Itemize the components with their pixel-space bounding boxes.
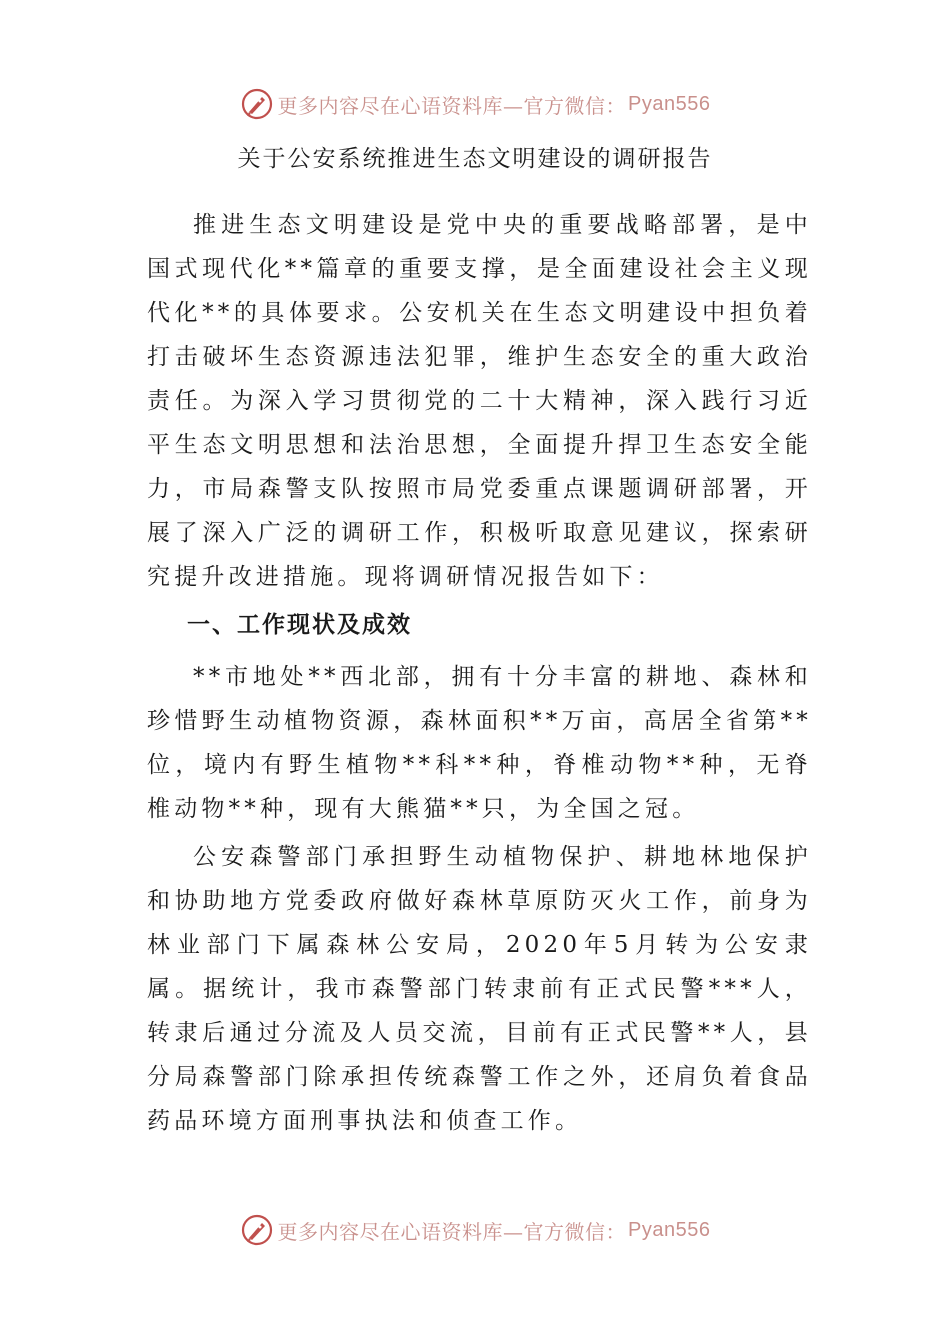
intro-paragraph: 推进生态文明建设是党中央的重要战略部署，是中国式现代化**篇章的重要支撑，是全面建设社会主义现代化**的具体要求。公安机关在生态文明建设中担负着打击破坏生态资源违法犯罪，维护生态安全的重大政治责任。为深入学习贯彻党的二十大精神，深入践行习近平生态文明思想和法治思想，全面提升捍卫生态安全能力，市局森警支队按照市局党委重点课题调研部署，开展了深入广泛的调研工作，积极听取意见建议，探索研究提升改进措施。现将调研情况报告如下： (147, 212, 812, 590)
watermark-text: 更多内容尽在心语资料库—官方微信： (277, 1219, 627, 1244)
section-paragraph: 公安森警部门承担野生动植物保护、耕地林地保护和协助地方党委政府做好森林草原防灭火工作，前身为林业部门下属森林公安局，2020年5月转为公安隶属。据统计，我市森警部门转隶前有正式民警***人，转隶后通过分流及人员交流，目前有正式民警**人，县分局森警部门除承担传统森警工作之外，还肩负着食品药品环境方面刑事执法和侦查工作。 (147, 844, 812, 1134)
section-paragraph: **市地处**西北部，拥有十分丰富的耕地、森林和珍惜野生动植物资源，森林面积**万亩，高居全省第**位，境内有野生植物**科**种，脊椎动物**种，无脊椎动物**种，现有大熊猫**只，为全国之冠。 (147, 664, 812, 822)
watermark-handle: Pyan556 (628, 92, 711, 115)
document-body (147, 203, 812, 1147)
section-heading: 一、工作现状及成效 (187, 612, 412, 638)
watermark-handle: Pyan556 (628, 1218, 711, 1241)
pen-nib-icon (240, 87, 274, 121)
watermark-footer (0, 1208, 950, 1252)
watermark-header (0, 82, 950, 126)
document-title: 关于公安系统推进生态文明建设的调研报告 (237, 146, 713, 172)
watermark-text: 更多内容尽在心语资料库—官方微信： (277, 93, 627, 118)
pen-nib-icon (240, 1213, 274, 1247)
